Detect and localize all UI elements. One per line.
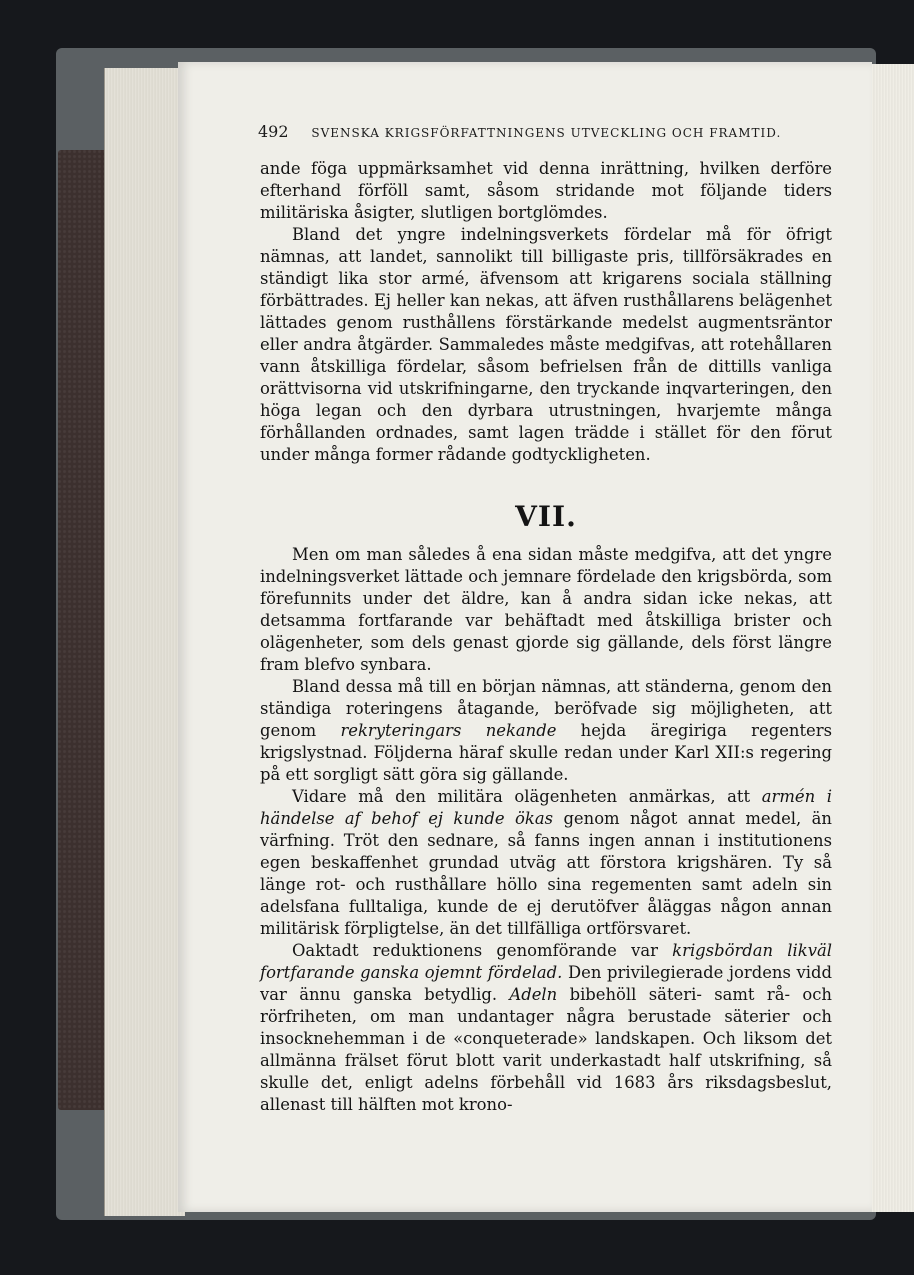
paragraph: ande föga uppmärksamhet vid denna inrättning, hvilken derföre efterhand förföll samt, såsom stridande mot följande tiders militäriska åsigter, slutligen bortglömdes.	[260, 159, 832, 222]
paragraph: Bland det yngre indelningsverkets fördelar må för öfrigt nämnas, att landet, sannolikt till billigaste pris, tillförsäkrades en ständigt lika stor armé, äfvensom att krigarens sociala ställning förbättrades. Ej heller kan nekas, att äfven rusthållarens belägenhet lättades genom rusthållens förstärkande medelst augmentsräntor eller andra åtgärder. Sammaledes måste medgifvas, att rotehållaren vann åtskilliga fördelar, såsom befrielsen från de dittills vanliga orättvisorna vid utskrifningarne, den tryckande inqvarteringen, den höga legan och den dyrbara utrustningen, hvarjemte många förhållanden ordnades, samt lagen trädde i stället för den förut under många former rådande godtyckligheten.	[260, 225, 832, 464]
text-run: Bland dessa må till en början nämnas, att ständerna, genom den ständiga roteringens åtagande, beröfvade sig möjligheten, att genom	[260, 677, 832, 740]
emphasis: krigsbördan likväl fortfarande ganska ojemnt fördelad.	[260, 941, 832, 982]
page-edges-left	[104, 68, 185, 1216]
page-header	[258, 122, 838, 144]
text-run: Den privilegierade jordens vidd var ännu ganska betydlig.	[260, 963, 832, 1004]
emphasis: rekryteringars nekande	[340, 721, 557, 740]
page-edges-right	[870, 64, 914, 1212]
book-page	[178, 62, 872, 1212]
paragraph	[260, 676, 832, 786]
emphasis: armén i händelse af behof ej kunde ökas	[260, 787, 833, 828]
paragraph: Men om man således å ena sidan måste medgifva, att det yngre indelningsverket lättade och jemnare fördelade den krigsbörda, som förefunnits under det äldre, kan å andra sidan icke nekas, att detsamma fortfarande var behäftadt med åtskilliga brister och olägenheter, som dels genast gjorde sig gällande, dels först längre fram blefvo synbara.	[260, 545, 832, 674]
text-run: genom något annat medel, än värfning. Tröt den sednare, så fanns ingen annan i institutionens egen beskaffenhet grundad utväg att förstora krigshären. Ty så länge rot- och rusthållare höllo sina regementen samt adeln sin adelsfana fulltaliga, kunde de ej derutöfver åläggas någon annan militärisk förpligtelse, än det tillfälliga ortförsvaret.	[260, 809, 832, 938]
paragraph	[260, 940, 832, 1116]
text-run: Vidare må den militära olägenheten anmärkas, att	[292, 787, 762, 806]
paragraph	[260, 786, 832, 940]
emphasis: Adeln	[509, 985, 558, 1004]
running-title: SVENSKA KRIGSFÖRFATTNINGENS UTVECKLING OCH FRAMTID.	[311, 126, 782, 140]
chapter-heading: VII.	[515, 500, 577, 533]
body-text	[260, 158, 832, 1116]
text-run: hejda äregiriga regenters krigslystnad. Följderna häraf skulle redan under Karl XII:s regering på ett sorgligt sätt göra sig gällande.	[260, 721, 832, 784]
text-run: bibehöll säteri- samt rå- och rörfriheten, om man undantager några berustade säterier och insocknehemman i de «conqueterade» landskapen. Och liksom det allmänna frälset förut blott varit underkastadt half utskrifning, så skulle det, enligt adelns förbehåll vid 1683 års riksdagsbeslut, allenast till hälften mot krono-	[260, 985, 832, 1114]
cover-board	[58, 150, 110, 1110]
text-run: Oaktadt reduktionens genomförande var	[292, 941, 673, 960]
page-number: 492	[258, 122, 289, 141]
